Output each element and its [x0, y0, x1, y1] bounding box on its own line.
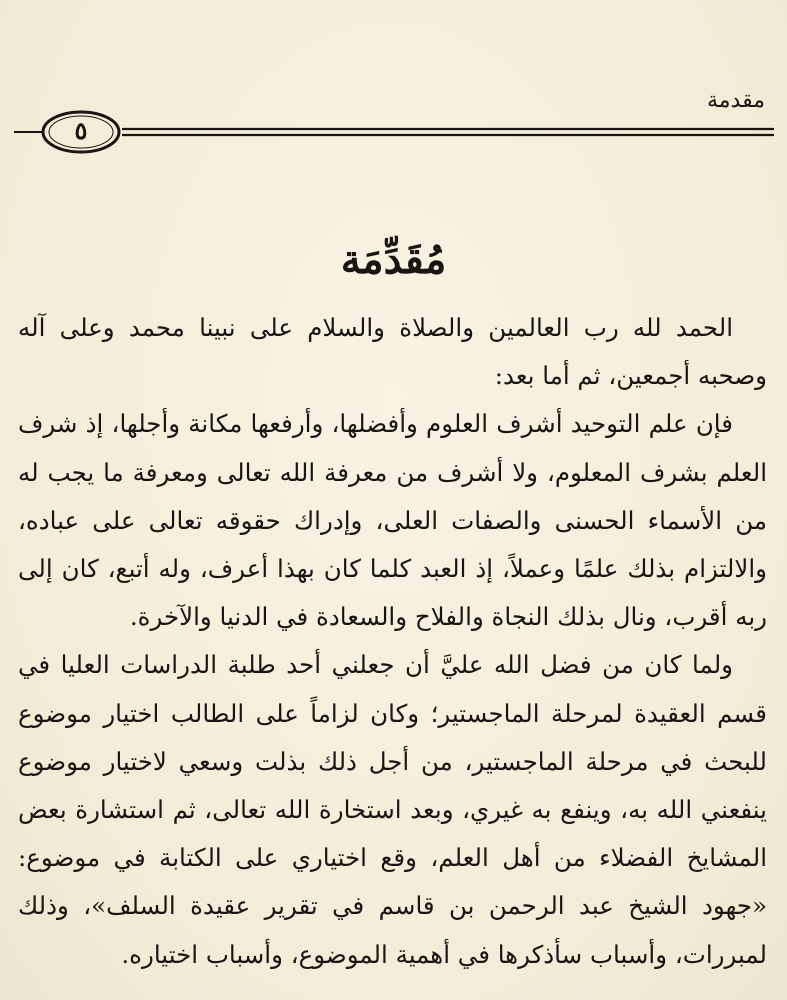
header-rule-ornament [14, 108, 774, 156]
chapter-title: مُقَدِّمَة [340, 236, 447, 283]
running-title: مقدمة [706, 88, 765, 113]
paragraph-topic: ولما كان من فضل الله عليَّ أن جعلني أحد طلبة الدراسات العليا في قسم العقيدة لمرحلة الماجستير؛ وكان لزاماً على الطالب اختيار موضوع للبحث في مرحلة الماجستير، من أجل ذلك بذلت وسعي لاختيار موضوع ينفعني الله به، وينفع به غيري، وبعد استخارة الله تعالى، ثم استشارة بعض المشايخ الفضلاء من أهل العلم، وقع اختياري على الكتابة في موضوع: «جهود الشيخ عبد الرحمن بن قاسم في تقرير عقيدة السلف»، وذلك لمبررات، وأسباب سأذكرها في أهمية الموضوع، وأسباب اختياره. [18, 650, 767, 969]
paragraph-tawhid: فإن علم التوحيد أشرف العلوم وأفضلها، وأرفعها مكانة وأجلها، إذ شرف العلم بشرف المعلوم، ولا أشرف من معرفة الله تعالى ومعرفة ما يجب له من الأسماء الحسنى والصفات العلى، وإدراك حقوقه تعالى على عباده، والالتزام بذلك علمًا وعملاً، إذ العبد كلما كان بهذا أعرف، وله أتبع، كان إلى ربه أقرب، ونال بذلك النجاة والفلاح والسعادة في الدنيا والآخرة. [18, 409, 767, 632]
page-number: ٥ [74, 116, 88, 145]
body-text [18, 304, 767, 979]
paragraph-praise: الحمد لله رب العالمين والصلاة والسلام على نبينا محمد وعلى آله وصحبه أجمعين، ثم أما بعد: [18, 313, 767, 391]
